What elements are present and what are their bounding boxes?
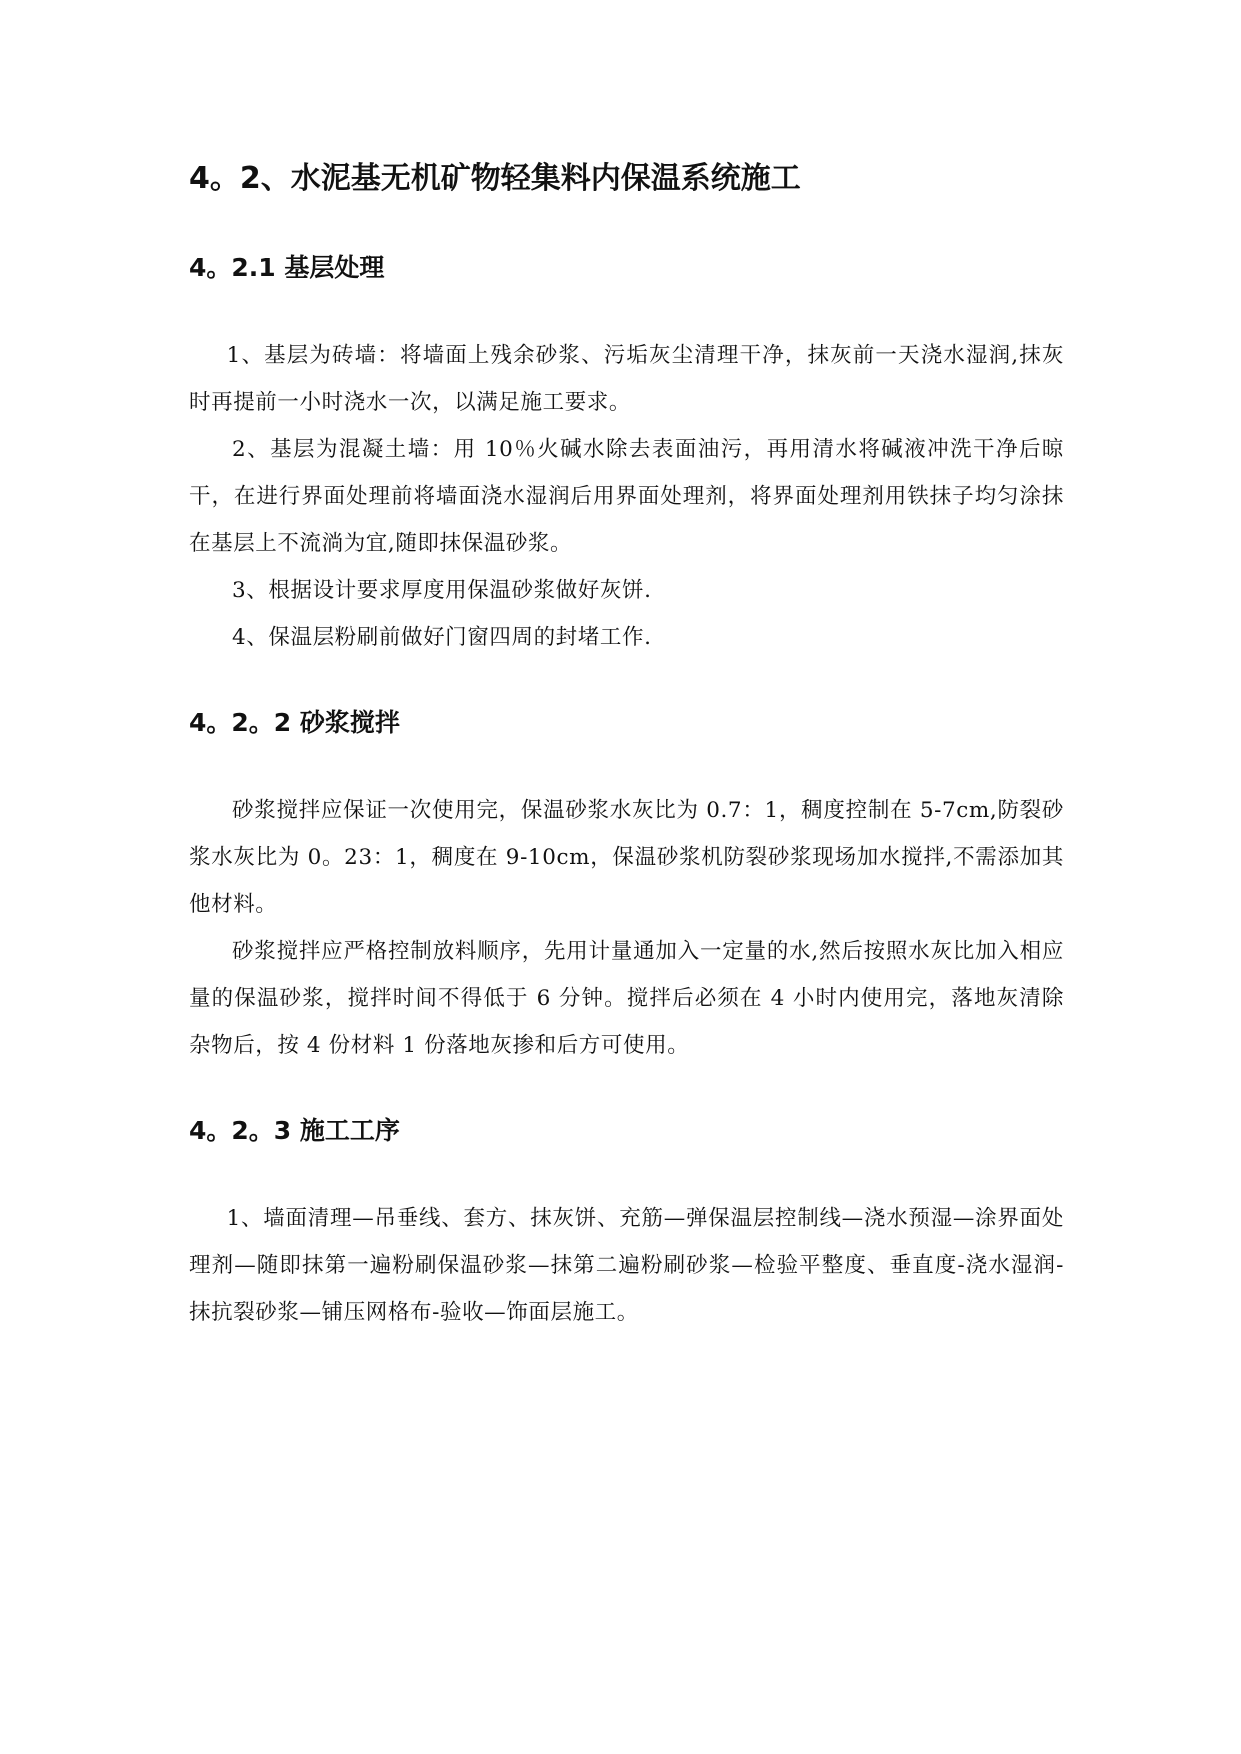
page-title: 4。2、水泥基无机矿物轻集料内保温系统施工 xyxy=(189,161,801,196)
section-construction-process xyxy=(189,1113,1064,1336)
paragraph: 2、基层为混凝土墙：用 10％火碱水除去表面油污，再用清水将碱液冲洗干净后晾干，在进行界面处理前将墙面浇水湿润后用界面处理剂，将界面处理剂用铁抹子均匀涂抹在基层上不流淌为宜,随即抹保温砂浆。 xyxy=(189,437,1064,556)
section-heading: 4。2.1 基层处理 xyxy=(189,253,385,282)
paragraph: 砂浆搅拌应保证一次使用完，保温砂浆水灰比为 0.7：1，稠度控制在 5-7cm,防裂砂浆水灰比为 0。23：1，稠度在 9-10cm，保温砂浆机防裂砂浆现场加水搅拌,不需添加其他材料。 xyxy=(189,798,1064,917)
paragraph: 1、墙面清理—吊垂线、套方、抹灰饼、充筋—弹保温层控制线—浇水预湿—涂界面处理剂—随即抹第一遍粉刷保温砂浆—抹第二遍粉刷砂浆—检验平整度、垂直度-浇水湿润-抹抗裂砂浆—铺压网格布-验收—饰面层施工。 xyxy=(189,1206,1064,1325)
paragraph: 4、保温层粉刷前做好门窗四周的封堵工作. xyxy=(232,625,652,650)
paragraph: 3、根据设计要求厚度用保温砂浆做好灰饼. xyxy=(232,578,652,603)
paragraph: 砂浆搅拌应严格控制放料顺序，先用计量通加入一定量的水,然后按照水灰比加入相应量的保温砂浆，搅拌时间不得低于 6 分钟。搅拌后必须在 4 小时内使用完，落地灰清除杂物后，按 4 份材料 1 份落地灰掺和后方可使用。 xyxy=(189,939,1064,1058)
paragraph: 1、基层为砖墙：将墙面上残余砂浆、污垢灰尘清理干净，抹灰前一天浇水湿润,抹灰时再提前一小时浇水一次，以满足施工要求。 xyxy=(189,343,1064,415)
document-body xyxy=(189,158,1064,1336)
section-base-treatment xyxy=(189,250,1064,661)
section-heading: 4。2。2 砂浆搅拌 xyxy=(189,708,400,737)
section-spacer xyxy=(189,1069,1064,1113)
section-heading: 4。2。3 施工工序 xyxy=(189,1116,400,1145)
section-spacer xyxy=(189,661,1064,705)
section-mortar-mixing xyxy=(189,705,1064,1069)
